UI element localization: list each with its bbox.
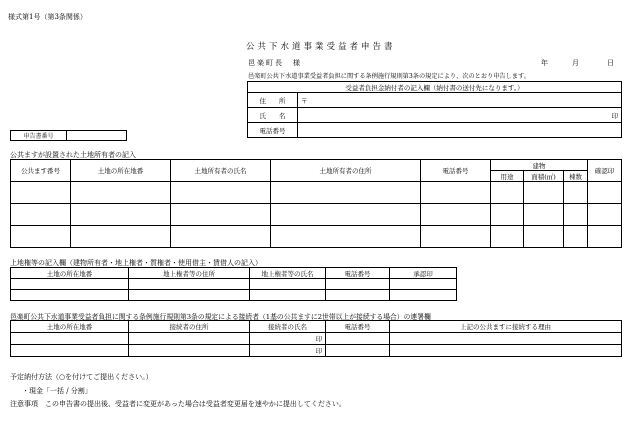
addressee: 邑楽町長 様 [248, 59, 302, 67]
col-owner-name: 土地所有者の氏名 [171, 160, 271, 182]
report-number-table [10, 130, 127, 141]
connector-col-name: 接続者の氏名 [250, 321, 326, 333]
cell[interactable] [326, 290, 390, 301]
cell[interactable] [71, 204, 171, 226]
table-row [11, 226, 622, 248]
cell[interactable] [588, 204, 622, 226]
payer-table [247, 81, 622, 138]
cell[interactable] [271, 226, 421, 248]
cell[interactable] [171, 182, 271, 204]
rights-col-location: 土地の所在地番 [11, 268, 129, 279]
cell[interactable] [129, 345, 250, 357]
cell[interactable] [564, 182, 588, 204]
table-row [11, 204, 622, 226]
cell[interactable] [11, 226, 71, 248]
cell[interactable] [171, 226, 271, 248]
report-number-label: 申告書番号 [11, 131, 67, 141]
col-owner-address: 土地所有者の住所 [271, 160, 421, 182]
col-area: 面積(㎡) [524, 171, 564, 182]
name-label: 氏 名 [248, 108, 298, 123]
payment-method: 予定納付方法（○を付けてご提出ください。） [10, 373, 153, 381]
cell[interactable] [390, 290, 457, 301]
connector-col-phone: 電話番号 [326, 321, 390, 333]
rights-table [10, 267, 457, 301]
col-location: 土地の所在地番 [71, 160, 171, 182]
col-building: 建物 [491, 160, 588, 171]
seal-mark: 印 [315, 335, 322, 343]
cell[interactable] [524, 204, 564, 226]
cell[interactable] [491, 182, 524, 204]
name-field[interactable] [298, 108, 622, 123]
cell[interactable] [271, 204, 421, 226]
table-row [11, 333, 622, 345]
cell[interactable] [250, 290, 326, 301]
cell[interactable] [588, 226, 622, 248]
cell[interactable] [11, 182, 71, 204]
cell[interactable] [129, 333, 250, 345]
cell[interactable] [421, 204, 491, 226]
cell[interactable] [11, 279, 129, 290]
connector-col-location: 土地の所在地番 [11, 321, 129, 333]
cell[interactable] [421, 182, 491, 204]
payer-section-header: 受益者負担金納付者の記入欄（納付書の送付先になります。） [248, 82, 622, 93]
cell[interactable] [129, 290, 250, 301]
cell[interactable] [326, 279, 390, 290]
table-row [11, 290, 457, 301]
date-day: 日 [607, 59, 614, 67]
cell[interactable] [11, 333, 129, 345]
rights-col-name: 地上権者等の氏名 [250, 268, 326, 279]
cell[interactable] [390, 333, 622, 345]
cell[interactable] [11, 204, 71, 226]
rights-col-address: 地上権者等の住所 [129, 268, 250, 279]
form-number: 様式第1号（第3条関係） [8, 13, 87, 21]
col-use: 用途 [491, 171, 524, 182]
form-title: 公共下水道事業受益者申告書 [246, 42, 396, 52]
note: 注意事項 この申告書の提出後、受益者に変更があった場合は受益者変更届を速やかに提出してください。 [10, 400, 346, 408]
cell[interactable] [326, 333, 390, 345]
cell[interactable] [421, 226, 491, 248]
phone-label: 電話番号 [248, 123, 298, 138]
phone-field[interactable] [298, 123, 622, 138]
table-row [11, 345, 622, 357]
cell[interactable] [588, 182, 622, 204]
cell[interactable] [491, 226, 524, 248]
report-number-field[interactable] [67, 131, 127, 141]
col-masu-no: 公共ます番号 [11, 160, 71, 182]
preamble: 邑楽町公共下水道事業受益者負担に関する条例施行規則第3条の規定により、次のとおり申告します。 [248, 73, 530, 80]
cell[interactable] [326, 345, 390, 357]
postal-mark: 〒 [301, 96, 308, 105]
landowner-table [10, 159, 622, 248]
payment-option[interactable]: ・現金「一括 / 分割」 [22, 387, 92, 395]
connector-col-address: 接続者の住所 [129, 321, 250, 333]
table-row [11, 279, 457, 290]
cell[interactable] [250, 279, 326, 290]
cell[interactable] [250, 345, 326, 357]
cell[interactable] [11, 345, 129, 357]
rights-col-phone: 電話番号 [326, 268, 390, 279]
rights-section-title: 上地権等の記入欄（建物所有者・地上権者・質権者・使用借主・賃借人の記入） [10, 259, 262, 267]
cell[interactable] [71, 182, 171, 204]
address-label: 住 所 [248, 93, 298, 108]
table-row [11, 182, 622, 204]
cell[interactable] [71, 226, 171, 248]
cell[interactable] [271, 182, 421, 204]
cell[interactable] [390, 345, 622, 357]
cell[interactable] [564, 204, 588, 226]
date-month: 月 [572, 59, 579, 67]
cell[interactable] [11, 290, 129, 301]
connector-table [10, 320, 622, 357]
col-confirm-seal: 確認印 [588, 160, 622, 182]
address-field[interactable] [298, 93, 622, 108]
rights-col-seal: 承認印 [390, 268, 457, 279]
connector-section-title: 邑楽町公共下水道事業受益者負担に関する条例施行規則第3条の規定による接続者（1基の公共ますに2世帯以上が接続する場合）の連署欄 [10, 313, 431, 321]
cell[interactable] [564, 226, 588, 248]
col-floors: 棟数 [564, 171, 588, 182]
seal-mark: 印 [611, 111, 619, 120]
cell[interactable] [390, 279, 457, 290]
cell[interactable] [524, 226, 564, 248]
landowner-section-title: 公共ますが設置された土地所有者の記入 [10, 151, 136, 159]
connector-col-reason: 上記の公共ますに接続する理由 [390, 321, 622, 333]
date-year: 年 [541, 59, 548, 67]
seal-mark: 印 [315, 347, 322, 355]
cell[interactable] [524, 182, 564, 204]
col-phone: 電話番号 [421, 160, 491, 182]
cell[interactable] [171, 204, 271, 226]
cell[interactable] [129, 279, 250, 290]
cell[interactable] [250, 333, 326, 345]
cell[interactable] [491, 204, 524, 226]
